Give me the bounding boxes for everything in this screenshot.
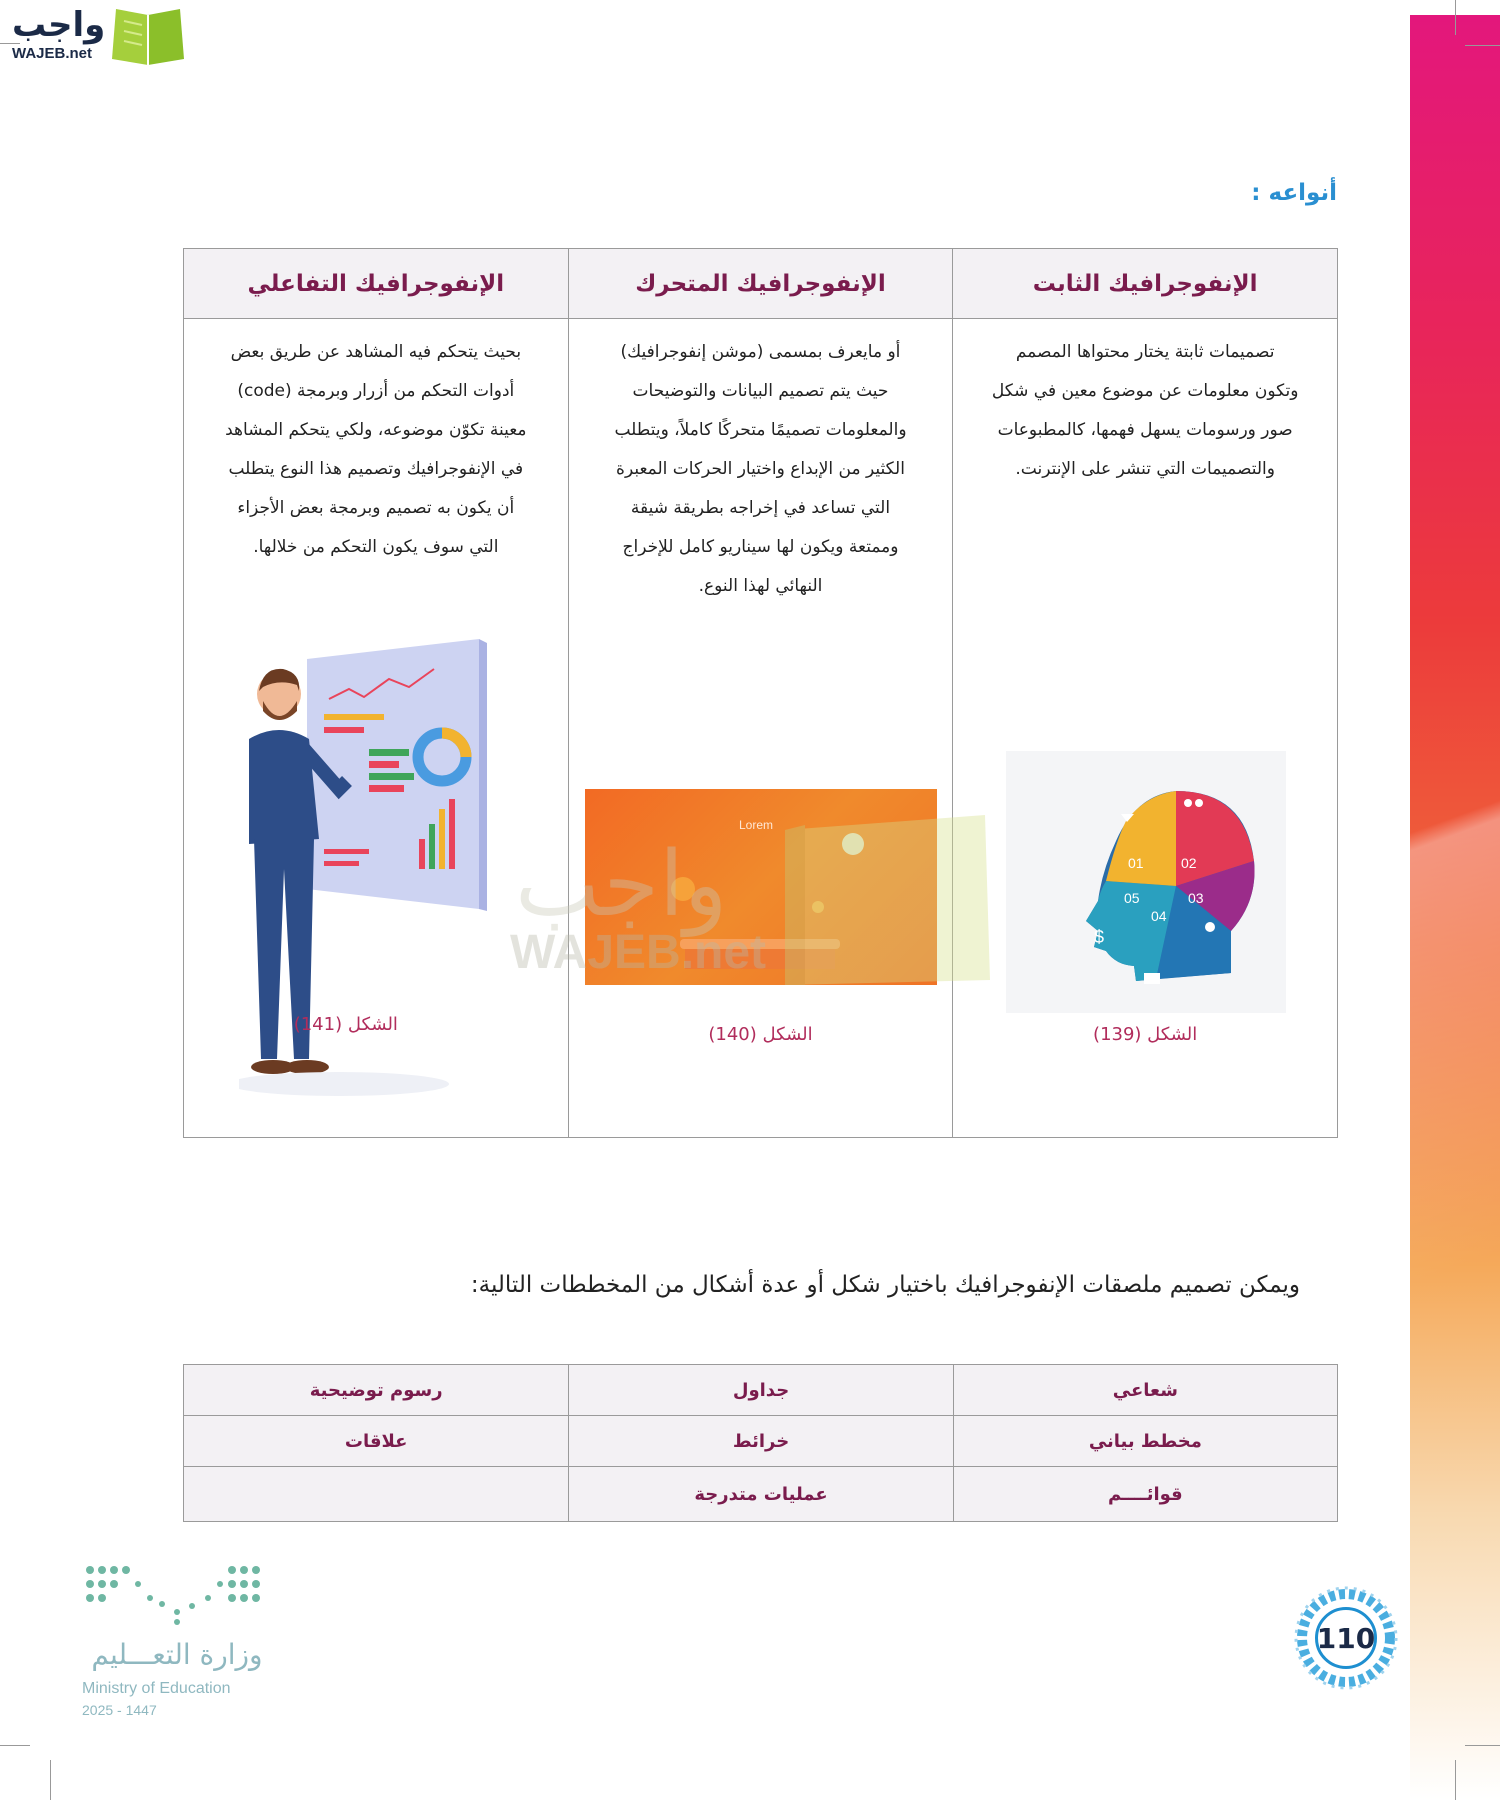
column-motion: [568, 249, 953, 1137]
wajeb-logo[interactable]: [10, 5, 190, 65]
ministry-logo: [82, 1560, 282, 1730]
page-number: 110: [1315, 1607, 1377, 1669]
ministry-arabic: وزارة التعـــليم: [91, 1638, 263, 1671]
infographic-types-table: [183, 248, 1338, 1138]
chart-type-cell: رسوم توضيحية: [184, 1365, 568, 1416]
crop-mark: [0, 1745, 30, 1746]
presenter-figure: [239, 639, 529, 1129]
watermark-latin: WAJEB.net: [510, 926, 767, 979]
book-icon: [108, 7, 188, 67]
chart-type-cell: خرائط: [568, 1416, 952, 1467]
people-icon: [1195, 799, 1203, 807]
chart-type-cell: [184, 1467, 568, 1521]
description-line: وتكون معلومات عن موضوع معين في شكل: [991, 381, 1299, 401]
segment-label: 02: [1181, 855, 1197, 871]
crop-mark: [1455, 1760, 1456, 1800]
chart-types-table: [183, 1364, 1338, 1522]
column-description: [953, 319, 1337, 489]
head-infographic-image: [1006, 751, 1286, 1013]
figure-caption: الشكل (141): [293, 1014, 398, 1035]
people-icon: [1184, 799, 1192, 807]
segment-label: 05: [1124, 890, 1140, 906]
segment-label: 04: [1151, 908, 1167, 924]
description-line: النهائي لهذا النوع.: [698, 576, 823, 596]
description-line: أدوات التحكم من أزرار وبرمجة (code): [237, 381, 515, 401]
wajeb-watermark: [505, 815, 1005, 985]
column-static: [952, 249, 1337, 1137]
bulb-icon: [1205, 922, 1215, 932]
figure-title: Lorem: [738, 818, 773, 832]
chart-type-cell: عمليات متدرجة: [568, 1467, 952, 1521]
column-interactive: [184, 249, 568, 1137]
figure-caption: الشكل (140): [708, 1024, 813, 1045]
segment-label: 03: [1188, 890, 1204, 906]
businessman-board-image: [239, 639, 529, 1129]
crop-mark: [1465, 1745, 1500, 1746]
column-heading: الإنفوجرافيك التفاعلي: [184, 249, 568, 319]
chart-type-cell: مخطط بياني: [953, 1416, 1337, 1467]
description-line: معينة تكوّن موضوعه، ولكي يتحكم المشاهد: [225, 420, 527, 440]
chart-type-cell: جداول: [568, 1365, 952, 1416]
description-line: أو مايعرف بمسمى (موشن إنفوجرافيك): [620, 342, 901, 362]
column-heading: الإنفوجرافيك الثابت: [953, 249, 1337, 319]
ministry-english: Ministry of Education: [82, 1680, 231, 1697]
crop-mark: [1455, 0, 1456, 35]
description-line: صور ورسومات يسهل فهمها، كالمطبوعات: [997, 420, 1293, 440]
description-line: وممتعة ويكون لها سيناريو كامل للإخراج: [622, 537, 899, 557]
segment-label: 01: [1128, 855, 1144, 871]
description-line: التي تساعد في إخراجه بطريقة شيقة: [630, 498, 891, 518]
side-band-fold: [1410, 15, 1500, 1800]
mail-icon: [1144, 973, 1160, 984]
dollar-icon: $: [1094, 927, 1105, 947]
description-line: والمعلومات تصميمًا متحركًا كاملاً، ويتطلب: [614, 420, 907, 440]
description-line: التي سوف يكون التحكم من خلالها.: [253, 537, 499, 557]
page-number-badge: [1283, 1583, 1409, 1693]
ministry-year: 2025 - 1447: [82, 1702, 157, 1718]
description-line: تصميمات ثابتة يختار محتواها المصمم: [1015, 342, 1275, 362]
chart-type-cell: علاقات: [184, 1416, 568, 1467]
watermark-arabic: واجب: [515, 832, 728, 937]
column-description: [569, 319, 953, 606]
description-line: أن يكون به تصميم وبرمجة بعض الأجزاء: [237, 498, 515, 518]
figure-caption: الشكل (139): [1093, 1024, 1198, 1045]
charts-intro-text: ويمكن تصميم ملصقات الإنفوجرافيك باختيار شكل أو عدة أشكال من المخططات التالية:: [470, 1272, 1300, 1298]
description-line: الكثير من الإبداع واختيار الحركات المعبرة: [616, 459, 905, 479]
chart-type-cell: قوائــــم: [953, 1467, 1337, 1521]
description-line: حيث يتم تصميم البيانات والتوضيحات: [632, 381, 889, 401]
ministry-dots-icon: [82, 1560, 272, 1630]
description-line: بحيث يتحكم فيه المشاهد عن طريق بعض: [230, 342, 522, 362]
head-pie-figure: [1006, 751, 1286, 1013]
column-description: [184, 319, 568, 567]
chart-type-cell: شعاعي: [953, 1365, 1337, 1416]
column-heading: الإنفوجرافيك المتحرك: [569, 249, 953, 319]
logo-latin: WAJEB.net: [12, 45, 93, 62]
description-line: والتصميمات التي تنشر على الإنترنت.: [1015, 459, 1275, 479]
section-title: أنواعه :: [1251, 180, 1337, 206]
description-line: في الإنفوجرافيك وتصميم هذا النوع يتطلب: [228, 459, 524, 479]
logo-arabic: واجب: [12, 5, 106, 45]
crop-mark: [50, 1760, 51, 1800]
crop-mark: [1465, 45, 1500, 46]
